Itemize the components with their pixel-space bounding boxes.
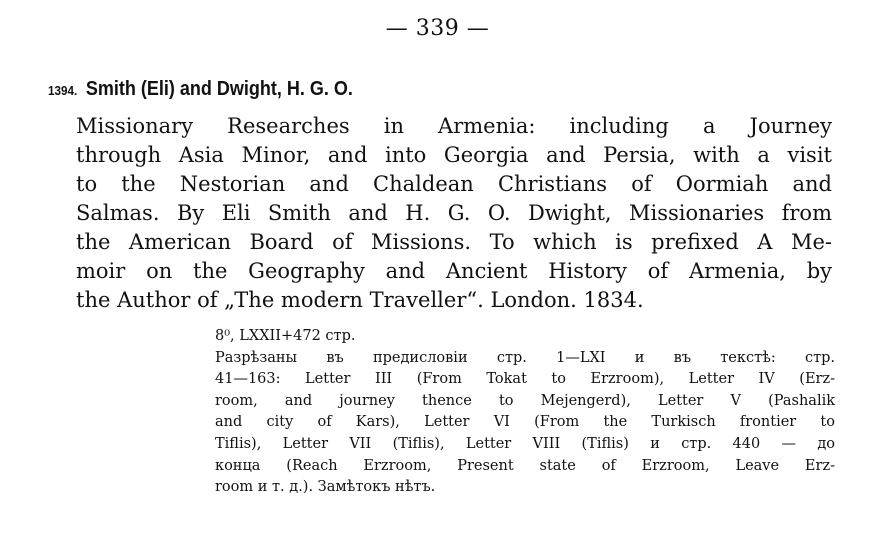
entry-body — [76, 112, 832, 315]
entry-number: 1394. — [48, 83, 78, 98]
note-line: 41—163: Letter III (From Tokat to Erzroom), Letter IV (Erz- — [215, 371, 835, 388]
entry-heading — [48, 78, 353, 101]
note-line: Tiflis), Letter VII (Tiflis), Letter VIII (Tiflis) и стр. 440 — до — [215, 435, 835, 452]
entry-author: Smith (Eli) and Dwight, H. G. O. — [85, 78, 353, 100]
note-line: and city of Kars), Letter VI (From the Turkisch frontier to — [215, 414, 835, 431]
note-line: конца (Reach Erzroom, Present state of Erzroom, Leave Erz- — [215, 457, 835, 474]
entry-notes — [215, 326, 835, 499]
entry-body-line: the Author of „The modern Traveller“. London. 1834. — [76, 288, 644, 312]
note-line: room, and journey thence to Mejengerd), Letter V (Pashalik — [215, 392, 835, 409]
note-line: room и т. д.). Замѣтокъ нѣтъ. — [215, 479, 436, 496]
entry-body-line: to the Nestorian and Chaldean Christians of Oormiah and — [76, 172, 832, 196]
page-number: — 339 — — [385, 16, 490, 41]
entry-body-line: moir on the Geography and Ancient History of Armenia, by — [76, 259, 832, 283]
note-line: Разрѣзаны въ предисловіи стр. 1—LXI и въ текстѣ: стр. — [215, 349, 835, 366]
entry-body-line: the American Board of Missions. To which is prefixed A Me- — [76, 230, 832, 254]
entry-body-line: through Asia Minor, and into Georgia and Persia, with a visit — [76, 143, 832, 167]
entry-body-line: Salmas. By Eli Smith and H. G. O. Dwight, Missionaries from — [76, 201, 832, 225]
entry-body-line: Missionary Researches in Armenia: including a Journey — [76, 114, 832, 138]
collation-line: 8⁰, LXXII+472 стр. — [215, 328, 356, 344]
